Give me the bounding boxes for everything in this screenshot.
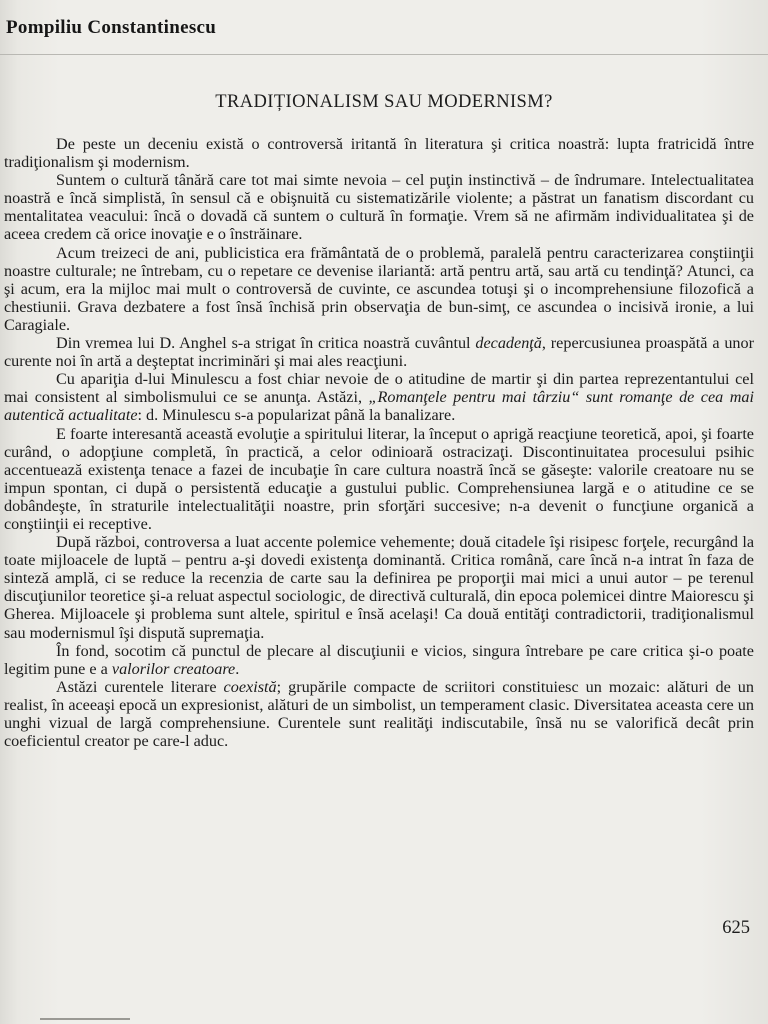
paragraph <box>4 425 754 534</box>
italic-text: coexistă <box>223 677 277 696</box>
page-title: TRADIȚIONALISM SAU MODERNISM? <box>215 92 553 112</box>
paragraph <box>4 334 754 370</box>
italic-text: decadenţă <box>475 334 542 353</box>
body-text <box>4 135 754 750</box>
paragraph <box>4 171 754 243</box>
paragraph <box>4 642 754 678</box>
text-run: Astăzi curentele literare <box>56 677 224 696</box>
text-run: Acum treizeci de ani, publicistica era frământată de o problemă, paralelă pentru caracterizarea conştiinţii noastre culturale; ne întrebam, cu o repetare ce devenise ilariantă: artă pentru artă, sau artă cu tendinţă? Atunci, ca şi acum, era la mijloc mai mult o controversă de cuvinte, ce ascundea totuşi şi o incomprehensiune filozofică a chestiunii. Grava dezbatere a fost însă închisă prin observaţia de bun-simţ, ce ascundea o incisivă ironie, a lui Caragiale. <box>4 243 754 334</box>
running-head: Pompiliu Constantinescu <box>6 17 217 38</box>
text-run: Din vremea lui D. Anghel s-a strigat în critica noastră cuvântul <box>56 334 476 353</box>
text-run: , repercusiunea proaspătă a unor curente noi în artă a deşteptat incriminări şi mai ales reacţiuni. <box>4 334 754 371</box>
text-run: După război, controversa a luat accente polemice vehemente; două citadele îşi risipesc forţele, recurgând la toate mijloacele de luptă – pentru a-şi dovedi existenţa dominantă. Critica română, care încă n-a intrat în faza de sinteză amplă, ci se reduce la recenzia de carte sau la definirea pe proporţii mai mici a unui autor – pe terenul discuţiunilor teoretice şi-a reluat aspectul sociologic, de directivă culturală, din epoca polemicei dintre Maiorescu şi Gherea. Mijloacele şi problema sunt altele, spiritul e însă acelaşi! Ca două entităţi contradictorii, tradiţionalismul sau modernismul îşi dispută supremaţia. <box>4 533 754 642</box>
paragraph <box>4 370 754 424</box>
page-number: 625 <box>722 918 750 938</box>
paragraph <box>4 135 754 171</box>
bottom-edge-mark <box>40 1018 130 1024</box>
text-run: . <box>235 659 240 678</box>
paragraph <box>4 678 754 750</box>
italic-text: „Romanţele pentru mai târziu“ sunt romanţe de cea mai autentică actualitate <box>4 388 754 425</box>
text-run: În fond, socotim că punctul de plecare al discuţiunii e vicios, singura întrebare pe care critica şi-o poate legitim pune e a <box>4 641 754 678</box>
text-run: Cu apariţia d-lui Minulescu a fost chiar nevoie de o atitudine de martir şi din partea reprezentantului cel mai consistent al simbolismului ce se anunţa. Astăzi, <box>4 370 754 407</box>
text-run: ; grupările compacte de scriitori constituiesc un mozaic: alături de un realist, în aceeaşi epocă un expresionist, alături de un simbolist, un temperament clasic. Diversitatea aceasta cere un unghi vizual de largă comprehensiune. Curentele sunt realităţi indiscutabile, însă nu se valorifică decât prin coeficientul creator pe care-l aduc. <box>4 677 754 751</box>
text-run: : d. Minulescu s-a popularizat până la banalizare. <box>137 406 456 425</box>
text-run: De peste un deceniu există o controversă iritantă în literatura şi critica noastră: lupta fratricidă între tradiţionalism şi modernism. <box>4 135 754 172</box>
italic-text: valorilor creatoare <box>111 659 236 678</box>
paragraph <box>4 244 754 334</box>
text-run: Suntem o cultură tânără care tot mai simte nevoia – cel puţin instinctivă – de îndrumare. Intelectualitatea noastră e încă simplistă, în sensul că e obişnuită cu sistematizările violente; a păstrat un fanatism discordant cu mentalitatea veacului: încă o dovadă că suntem o cultură în formaţie. Vrem să ne afirmăm individualitatea şi de aceea credem că orice inovaţie e o înstrăinare. <box>4 171 754 244</box>
header-divider <box>0 54 768 55</box>
text-run: E foarte interesantă această evoluţie a spiritului literar, la început o aprigă reacţiune teoretică, apoi, şi foarte curând, o adopţiune completă, în practică, a celor odinioară ostracizaţi. Discontinuitatea procesului psihic accentuează existenţa tenace a fazei de incubaţie în care cultura noastră încă se găseşte: valorile creatoare nu se impun spontan, ci după o persistentă educaţie a gustului public. Comprehensiunea largă e o atitudine ce se dobândeşte, în straturile intelectualităţii noastre, prin sforţări succesive; n-a devenit o funcţiune organică a conştiinţii ei receptive. <box>4 424 754 533</box>
paragraph <box>4 533 754 642</box>
